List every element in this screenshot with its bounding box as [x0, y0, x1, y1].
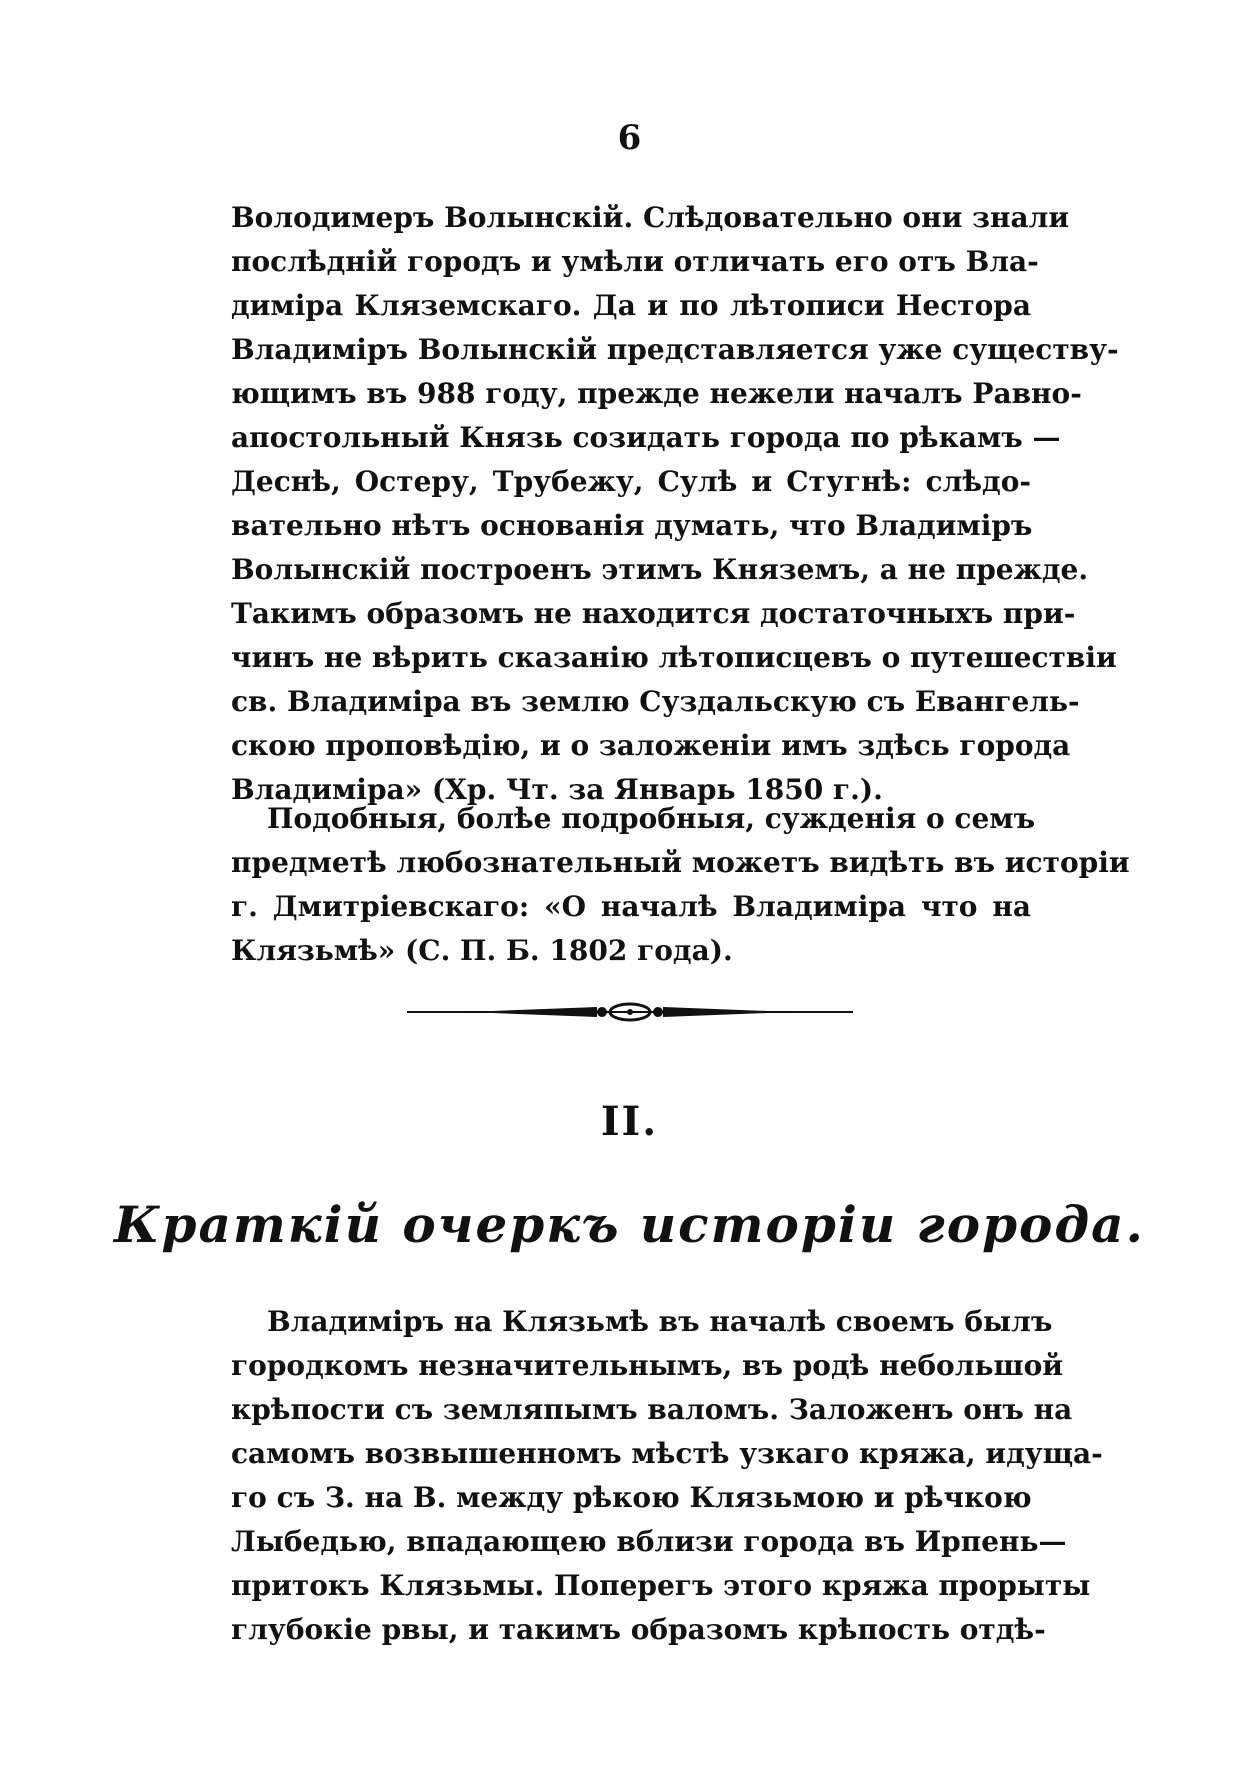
page-number: 6: [617, 118, 642, 158]
text-line: Владиміръ Волынскій представляется уже существу-: [231, 333, 1119, 366]
section-title: Краткій очеркъ исторіи города.: [114, 1195, 1145, 1254]
text-line: Деснѣ, Остеру, Трубежу, Сулѣ и Стугнѣ: слѣдо-: [231, 465, 1031, 498]
section-number: II.: [600, 1098, 659, 1145]
text-line: чинъ не вѣрить сказанію лѣтописцевъ о путешествіи: [231, 641, 1117, 674]
text-line: скою проповѣдію, и о заложеніи имъ здѣсь города: [231, 729, 1071, 762]
text-line: Владиміра» (Хр. Чт. за Январь 1850 г.).: [231, 773, 883, 806]
text-line: Лыбедью, впадающею вблизи города въ Ирпень—: [231, 1525, 1067, 1558]
text-line: Владиміръ на Клязьмѣ въ началѣ своемъ былъ: [267, 1305, 1053, 1338]
text-line: го съ З. на В. между рѣкою Клязьмою и рѣчкою: [231, 1481, 1032, 1514]
text-line: св. Владиміра въ землю Суздальскую съ Евангель-: [231, 685, 1080, 718]
text-line: Волынскій построенъ этимъ Княземъ, а не прежде.: [231, 553, 1089, 586]
text-line: крѣпости съ земляпымъ валомъ. Заложенъ онъ на: [231, 1393, 1073, 1426]
text-line: Володимеръ Волынскій. Слѣдовательно они знали: [231, 201, 1070, 234]
text-line: предметѣ любознательный можетъ видѣть въ исторіи: [231, 846, 1130, 879]
text-line: апостольный Князь созидать города по рѣкамъ —: [231, 421, 1061, 454]
paragraph-3: [231, 1300, 1103, 1652]
text-line: Такимъ образомъ не находится достаточныхъ при-: [231, 597, 1076, 630]
text-line: г. Дмитріевскаго: «О началѣ Владиміра что на: [231, 890, 1031, 923]
text-line: Подобныя, болѣе подробныя, сужденія о семъ: [267, 802, 1036, 835]
paragraph-1: [231, 196, 1119, 812]
ornament-divider: [407, 1000, 853, 1024]
paragraph-2: [231, 797, 1130, 973]
text-line: городкомъ незначительнымъ, въ родѣ небольшой: [231, 1349, 1064, 1382]
text-line: ющимъ въ 988 году, прежде нежели началъ Равно-: [231, 377, 1082, 410]
text-line: вательно нѣтъ основанія думать, что Владиміръ: [231, 509, 1033, 542]
text-line: Клязьмѣ» (С. П. Б. 1802 года).: [231, 934, 733, 967]
text-line: диміра Кляземскаго. Да и по лѣтописи Нестора: [231, 289, 1031, 322]
text-line: глубокіе рвы, и такимъ образомъ крѣпость отдѣ-: [231, 1613, 1046, 1646]
text-line: послѣдній городъ и умѣли отличать его отъ Вла-: [231, 245, 1039, 278]
text-line: самомъ возвышенномъ мѣстѣ узкаго кряжа, идуща-: [231, 1437, 1103, 1470]
text-line: притокъ Клязьмы. Поперегъ этого кряжа прорыты: [231, 1569, 1091, 1602]
